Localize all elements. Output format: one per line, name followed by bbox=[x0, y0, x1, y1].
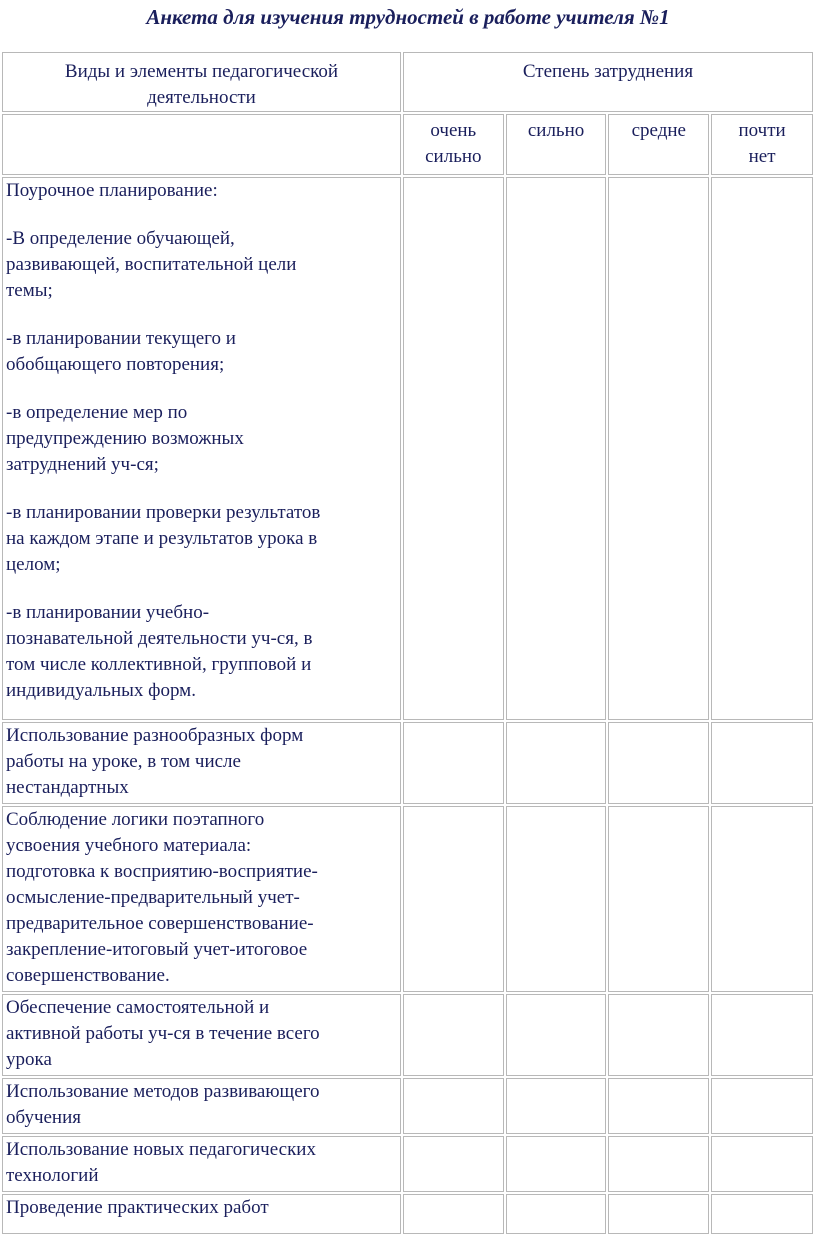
activity-line: темы; bbox=[6, 280, 53, 301]
activity-cell bbox=[2, 994, 401, 1076]
table-row bbox=[2, 177, 813, 720]
activity-line: -В определение обучающей, bbox=[6, 228, 235, 249]
answer-cell-very-strong[interactable] bbox=[403, 177, 504, 720]
activity-line: усвоения учебного материала: bbox=[6, 835, 252, 856]
activity-line: познавательной деятельности уч-ся, в bbox=[6, 628, 313, 649]
activity-line: предупреждению возможных bbox=[6, 428, 244, 449]
answer-cell-almost-none[interactable] bbox=[711, 722, 813, 804]
activity-line: нестандартных bbox=[6, 777, 129, 798]
survey-table bbox=[0, 50, 815, 1236]
answer-cell-medium[interactable] bbox=[608, 722, 709, 804]
answer-cell-medium[interactable] bbox=[608, 806, 709, 992]
column-almost-none bbox=[711, 114, 813, 175]
table-row bbox=[2, 1136, 813, 1192]
activity-line: урока bbox=[6, 1049, 52, 1070]
activity-cell bbox=[2, 177, 401, 720]
table-row bbox=[2, 806, 813, 992]
column-very-strong bbox=[403, 114, 504, 175]
answer-cell-very-strong[interactable] bbox=[403, 806, 504, 992]
answer-cell-almost-none[interactable] bbox=[711, 994, 813, 1076]
activity-line: Проведение практических работ bbox=[6, 1197, 269, 1218]
activity-line: Использование новых педагогических bbox=[6, 1139, 316, 1160]
activity-line: Поурочное планирование: bbox=[6, 180, 218, 201]
answer-cell-almost-none[interactable] bbox=[711, 1078, 813, 1134]
answer-cell-medium[interactable] bbox=[608, 1194, 709, 1234]
activity-line: обобщающего повторения; bbox=[6, 354, 225, 375]
activity-line: обучения bbox=[6, 1107, 82, 1128]
activity-line: технологий bbox=[6, 1165, 99, 1186]
page-title: Анкета для изучения трудностей в работе учителя №1 bbox=[146, 5, 670, 29]
activity-types-header bbox=[2, 52, 401, 112]
difficulty-degree-header: Степень затруднения bbox=[403, 52, 813, 112]
answer-cell-very-strong[interactable] bbox=[403, 994, 504, 1076]
answer-cell-almost-none[interactable] bbox=[711, 177, 813, 720]
activity-line: Соблюдение логики поэтапного bbox=[6, 809, 265, 830]
activity-line: -в определение мер по bbox=[6, 402, 188, 423]
activity-cell bbox=[2, 722, 401, 804]
answer-cell-strong[interactable] bbox=[506, 1136, 607, 1192]
answer-cell-very-strong[interactable] bbox=[403, 1136, 504, 1192]
column-label: очень bbox=[430, 120, 477, 141]
activity-line: -в планировании учебно- bbox=[6, 602, 210, 623]
activity-line: активной работы уч-ся в течение всего bbox=[6, 1023, 320, 1044]
activity-cell bbox=[2, 1078, 401, 1134]
activity-line: -в планировании текущего и bbox=[6, 328, 236, 349]
answer-cell-very-strong[interactable] bbox=[403, 1194, 504, 1234]
column-label: средне bbox=[631, 120, 686, 141]
answer-cell-very-strong[interactable] bbox=[403, 1078, 504, 1134]
answer-cell-medium[interactable] bbox=[608, 177, 709, 720]
activity-line: затруднений уч-ся; bbox=[6, 454, 159, 475]
table-row bbox=[2, 994, 813, 1076]
activity-line: подготовка к восприятию-восприятие- bbox=[6, 861, 318, 882]
table-row bbox=[2, 1194, 813, 1234]
column-label: нет bbox=[748, 146, 776, 167]
activity-line: осмысление-предварительный учет- bbox=[6, 887, 300, 908]
answer-cell-strong[interactable] bbox=[506, 1078, 607, 1134]
answer-cell-medium[interactable] bbox=[608, 994, 709, 1076]
answer-cell-almost-none[interactable] bbox=[711, 806, 813, 992]
activity-cell bbox=[2, 806, 401, 992]
activity-line: Использование разнообразных форм bbox=[6, 725, 304, 746]
activity-line: -в планировании проверки результатов bbox=[6, 502, 321, 523]
activity-line: Обеспечение самостоятельной и bbox=[6, 997, 270, 1018]
activity-line: работы на уроке, в том числе bbox=[6, 751, 241, 772]
answer-cell-strong[interactable] bbox=[506, 722, 607, 804]
header-row bbox=[2, 52, 813, 112]
answer-cell-almost-none[interactable] bbox=[711, 1194, 813, 1234]
activity-line: целом; bbox=[6, 554, 61, 575]
header-left-line: деятельности bbox=[147, 87, 256, 108]
activity-line: предварительное совершенствование- bbox=[6, 913, 314, 934]
answer-cell-medium[interactable] bbox=[608, 1078, 709, 1134]
table-row bbox=[2, 722, 813, 804]
column-label: сильно bbox=[425, 146, 482, 167]
empty-header-cell bbox=[2, 114, 401, 175]
activity-line: развивающей, воспитательной цели bbox=[6, 254, 297, 275]
answer-cell-almost-none[interactable] bbox=[711, 1136, 813, 1192]
answer-cell-strong[interactable] bbox=[506, 177, 607, 720]
column-label: сильно bbox=[527, 120, 585, 141]
column-medium bbox=[608, 114, 709, 175]
activity-cell bbox=[2, 1194, 401, 1234]
activity-line: на каждом этапе и результатов урока в bbox=[6, 528, 318, 549]
column-label: почти bbox=[738, 120, 786, 141]
answer-cell-strong[interactable] bbox=[506, 1194, 607, 1234]
column-header-row bbox=[2, 114, 813, 175]
activity-cell bbox=[2, 1136, 401, 1192]
activity-line: закрепление-итоговый учет-итоговое bbox=[6, 939, 308, 960]
header-left-line: Виды и элементы педагогической bbox=[64, 61, 339, 82]
answer-cell-medium[interactable] bbox=[608, 1136, 709, 1192]
activity-line: Использование методов развивающего bbox=[6, 1081, 320, 1102]
activity-line: том числе коллективной, групповой и bbox=[6, 654, 312, 675]
answer-cell-very-strong[interactable] bbox=[403, 722, 504, 804]
table-row bbox=[2, 1078, 813, 1134]
column-strong bbox=[506, 114, 607, 175]
activity-line: индивидуальных форм. bbox=[6, 680, 196, 701]
answer-cell-strong[interactable] bbox=[506, 806, 607, 992]
activity-line: совершенствование. bbox=[6, 965, 170, 986]
answer-cell-strong[interactable] bbox=[506, 994, 607, 1076]
